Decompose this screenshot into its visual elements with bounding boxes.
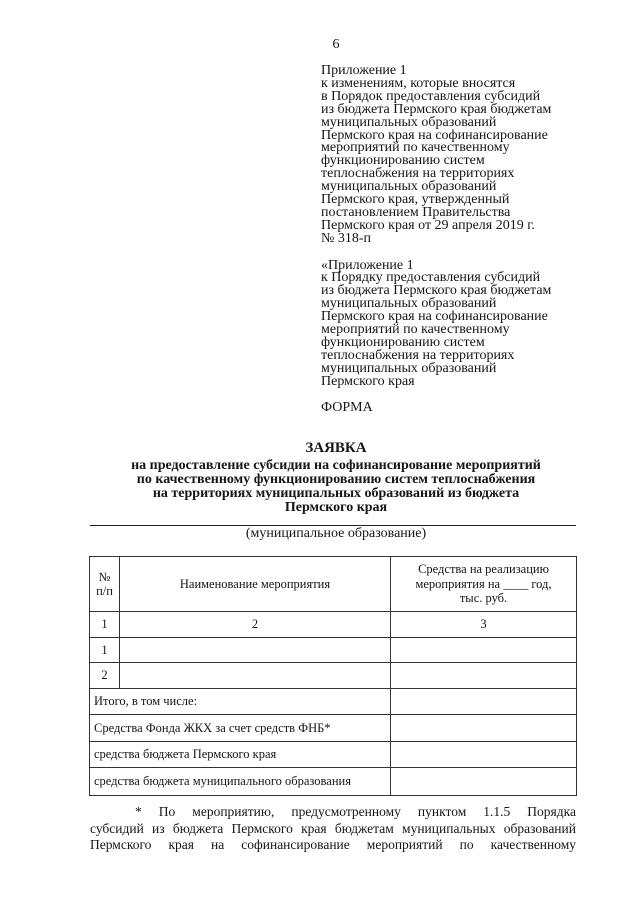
summary-funds-cell xyxy=(391,715,577,742)
subtitle-line: на предоставление субсидии на софинансирование мероприятий xyxy=(131,458,541,473)
header-funds-line: Средства на реализацию xyxy=(418,562,549,577)
summary-funds-cell xyxy=(391,768,577,796)
row-number: 1 xyxy=(90,638,120,663)
row-funds-cell xyxy=(391,663,577,689)
header-funds-line: мероприятия на ____ год, xyxy=(415,576,552,591)
summary-row xyxy=(90,742,577,768)
row-funds-cell xyxy=(391,638,577,663)
appendix-line: Приложение 1 xyxy=(321,63,407,78)
column-number: 3 xyxy=(391,612,577,638)
appendix-line: к изменениям, которые вносятся xyxy=(321,75,516,91)
appendix-line: Пермского края на софинансирование xyxy=(321,309,548,325)
appendix-line: Пермского края на софинансирование xyxy=(321,127,548,143)
form-label: ФОРМА xyxy=(321,400,373,415)
summary-row xyxy=(90,715,577,742)
column-number-row xyxy=(90,612,577,638)
summary-funds-cell xyxy=(391,689,577,715)
appendix-line: «Приложение 1 xyxy=(321,257,414,273)
table-row xyxy=(90,638,577,663)
table-row xyxy=(90,663,577,689)
subtitle-line: Пермского края xyxy=(284,500,388,515)
appendix-line: мероприятий по качественному xyxy=(321,322,510,338)
amendment-appendix-header xyxy=(321,65,621,246)
appendix-line: из бюджета Пермского края бюджетам xyxy=(321,101,552,117)
appendix-line: теплоснабжения на территориях xyxy=(321,166,515,182)
summary-label: Итого, в том числе: xyxy=(90,689,391,715)
footnote-line: * По мероприятию, предусмотренному пунктом 1.1.5 Порядка xyxy=(135,804,576,819)
column-number: 2 xyxy=(120,612,391,638)
appendix-line: муниципальных образований xyxy=(321,296,497,312)
summary-label: средства бюджета муниципального образования xyxy=(90,768,391,796)
page-number: 6 xyxy=(332,37,340,52)
summary-label: средства бюджета Пермского края xyxy=(90,742,391,768)
summary-row xyxy=(90,768,577,796)
appendix-line: № 318-п xyxy=(321,230,372,246)
appendix-line: к Порядку предоставления субсидий xyxy=(321,270,541,286)
header-number xyxy=(90,557,120,612)
appendix-line: мероприятий по качественному xyxy=(321,140,510,156)
subtitle-line: на территориях муниципальных образований из бюджета xyxy=(152,486,520,501)
appendix-line: Пермского края, утвержденный xyxy=(321,192,510,208)
header-funds-line: тыс. руб. xyxy=(459,591,508,606)
table-header-row xyxy=(90,557,577,612)
summary-label: Средства Фонда ЖКХ за счет средств ФНБ* xyxy=(90,715,391,742)
application-table xyxy=(89,556,577,796)
subtitle-line: по качественному функционированию систем теплоснабжения xyxy=(136,472,536,487)
procedure-appendix-header xyxy=(321,257,621,389)
document-title: ЗАЯВКА xyxy=(305,440,367,456)
appendix-line: Пермского края xyxy=(321,373,415,389)
header-funds xyxy=(391,557,577,612)
document-subtitle xyxy=(90,459,582,515)
appendix-line: теплоснабжения на территориях xyxy=(321,347,515,363)
header-number-line: № xyxy=(98,569,111,584)
footnote-line: Пермского края на софинансирование мероприятий по качественному xyxy=(90,837,576,852)
appendix-line: функционированию систем xyxy=(321,334,485,350)
appendix-line: муниципальных образований xyxy=(321,179,497,195)
column-number: 1 xyxy=(90,612,120,638)
summary-funds-cell xyxy=(391,742,577,768)
appendix-line: функционированию систем xyxy=(321,153,485,169)
municipality-caption: (муниципальное образование) xyxy=(245,526,427,541)
footnote xyxy=(90,804,576,854)
appendix-line: из бюджета Пермского края бюджетам xyxy=(321,283,552,299)
appendix-line: постановлением Правительства xyxy=(321,204,511,220)
appendix-line: в Порядок предоставления субсидий xyxy=(321,88,541,104)
appendix-line: муниципальных образований xyxy=(321,114,497,130)
row-name-cell xyxy=(120,663,391,689)
summary-row xyxy=(90,689,577,715)
row-name-cell xyxy=(120,638,391,663)
header-name: Наименование мероприятия xyxy=(120,557,391,612)
header-number-line: п/п xyxy=(96,584,113,598)
row-number: 2 xyxy=(90,663,120,689)
footnote-line: субсидий из бюджета Пермского края бюджетам муниципальных образований xyxy=(90,820,576,836)
appendix-line: муниципальных образований xyxy=(321,360,497,376)
appendix-line: Пермского края от 29 апреля 2019 г. xyxy=(321,217,535,233)
